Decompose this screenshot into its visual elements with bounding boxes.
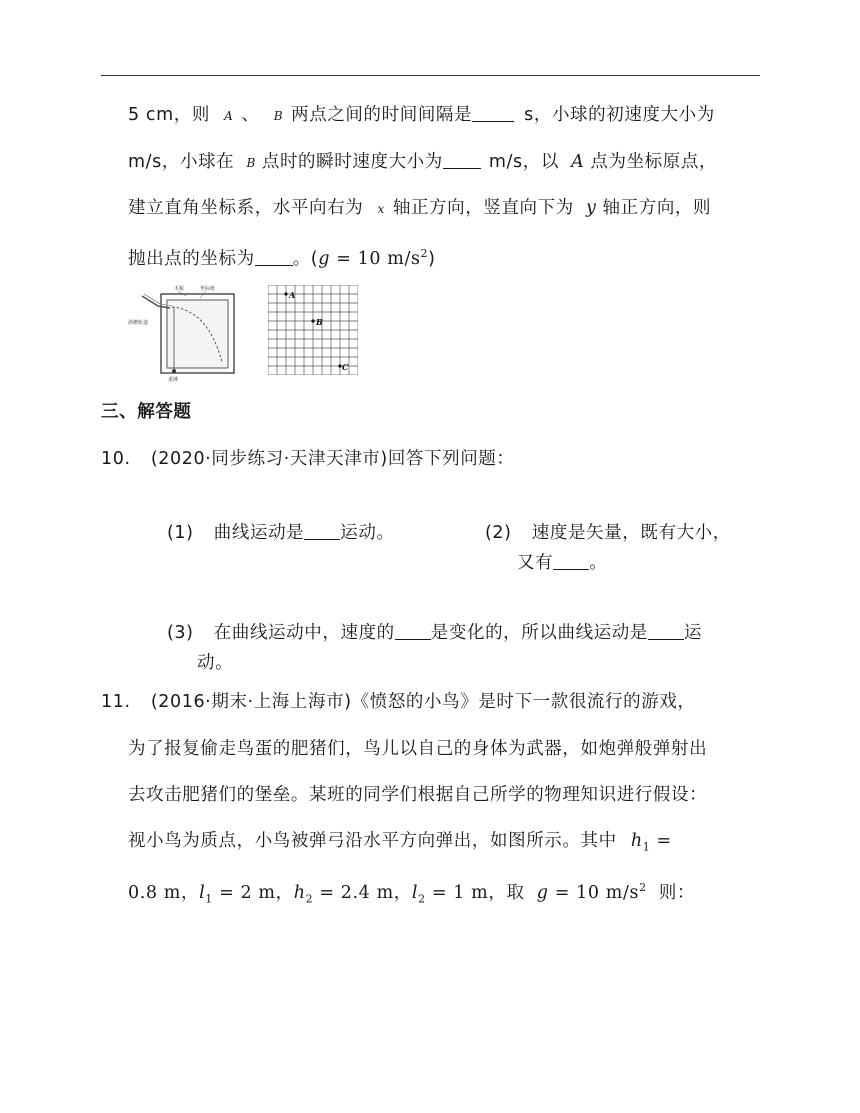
label-coord: 坐标纸	[200, 286, 216, 292]
q11-line-4	[128, 829, 672, 860]
label-slot: 斜槽轨道	[128, 320, 149, 326]
answer-blank[interactable]	[395, 622, 431, 640]
item-number: (2)	[485, 523, 512, 543]
item-text: 是变化的，所以曲线运动是	[430, 623, 648, 643]
x-axis-symbol: x	[377, 202, 385, 216]
q10-header	[101, 447, 515, 471]
label-bottom: 重锤	[168, 377, 179, 383]
g-symbol: g	[318, 248, 331, 269]
q9-text: 点时的瞬时速度大小为	[261, 152, 443, 172]
l2-symbol: l	[411, 882, 419, 903]
question-source: (2020·同步练习·天津天津市)回答下列问题：	[150, 449, 515, 469]
item-text: 在曲线运动中，速度的	[213, 623, 395, 643]
q9-text: m/s，小球在	[128, 152, 235, 172]
item-number: (1)	[167, 523, 194, 543]
y-axis-symbol: y	[586, 198, 597, 218]
answer-blank[interactable]	[304, 522, 340, 540]
value-text: = 1 m，取	[431, 882, 525, 903]
q9-text: 两点之间的时间间隔是	[291, 105, 473, 125]
h2-symbol: h	[293, 882, 306, 903]
value-text: = 2.4 m，	[319, 882, 412, 903]
q9-line-2	[128, 150, 717, 175]
separator: 、	[241, 105, 260, 125]
item-text: 又有	[517, 553, 554, 573]
question-text: 视小鸟为质点，小鸟被弹弓沿水平方向弹出，如图所示。其中	[128, 831, 617, 851]
q9-text: 。(	[292, 248, 319, 269]
point-a-label: A	[289, 290, 296, 300]
apparatus-figure	[128, 284, 240, 384]
question-text: 则：	[658, 882, 696, 903]
q10-item-2-cont	[517, 551, 607, 575]
exponent: 2	[639, 881, 647, 894]
q10-item-3-cont: 动。	[197, 653, 234, 673]
q9-text: 抛出点的坐标为	[128, 248, 255, 269]
q10-item-2	[485, 521, 731, 545]
question-number: 11.	[101, 692, 131, 712]
l1-symbol: l	[199, 882, 206, 903]
q9-line-3	[128, 196, 711, 221]
q9-line-1	[128, 103, 715, 128]
q9-text: )	[428, 248, 436, 269]
g-value: = 10 m/s	[336, 248, 421, 269]
item-text: 。	[589, 553, 608, 573]
exponent: 2	[420, 247, 429, 260]
q10-item-1	[167, 521, 395, 545]
point-a-label: A	[224, 109, 234, 123]
subscript: 1	[205, 892, 213, 906]
g-value: = 10 m/s	[554, 882, 640, 903]
answer-blank[interactable]	[472, 104, 514, 122]
item-text: 曲线运动是	[213, 523, 305, 543]
q11-line-5	[128, 876, 695, 911]
subscript: 2	[305, 892, 314, 906]
point-c-label: C	[342, 362, 349, 372]
answer-blank[interactable]	[553, 552, 589, 570]
q11-line-1	[101, 690, 696, 714]
q9-text: 轴正方向，竖直向下为	[392, 198, 574, 218]
q9-text: 点为坐标原点，	[590, 152, 718, 172]
q9-text: s，小球的初速度大小为	[524, 105, 715, 125]
equals-sign: =	[656, 831, 672, 851]
coordinate-paper	[167, 300, 228, 368]
point-b-label: B	[316, 317, 323, 327]
answer-blank[interactable]	[443, 151, 481, 169]
subscript: 1	[642, 840, 651, 854]
question-number: 10.	[101, 449, 131, 469]
q10-item-3	[167, 621, 702, 645]
q9-text: 建立直角坐标系，水平向右为	[128, 198, 364, 218]
q11-line-3: 去攻击肥猪们的堡垒。某班的同学们根据自己所学的物理知识进行假设：	[128, 785, 708, 805]
value-text: = 2 m，	[219, 882, 294, 903]
item-text: 速度是矢量，既有大小，	[531, 523, 731, 543]
point-b-dot	[311, 319, 314, 322]
item-text: 运动。	[340, 523, 395, 543]
section-heading: 三、解答题	[101, 402, 192, 422]
grid-figure	[268, 285, 358, 375]
q9-text: m/s，以	[488, 152, 559, 172]
question-text: (2016·期末·上海上海市)《愤怒的小鸟》是时下一款很流行的游戏，	[150, 692, 696, 712]
item-text: 运	[683, 623, 703, 643]
slot-track	[142, 296, 170, 308]
q11-line-2: 为了报复偷走鸟蛋的肥猪们，鸟儿以自己的身体为武器，如炮弹般弹射出	[128, 739, 708, 759]
plumb-bob	[172, 369, 176, 373]
h1-symbol: h	[630, 831, 643, 851]
q9-text: 5 cm，则	[128, 105, 210, 125]
q9-line-4	[128, 242, 436, 271]
label-paper: 木板	[174, 286, 185, 292]
header-rule	[101, 75, 760, 76]
point-b-label: B	[273, 109, 284, 123]
point-a-dot	[284, 292, 287, 295]
value-text: 0.8 m，	[128, 882, 200, 903]
g-symbol: g	[536, 882, 549, 903]
answer-blank[interactable]	[255, 248, 293, 266]
point-b-label: B	[246, 156, 256, 170]
q9-text: 轴正方向，则	[602, 198, 712, 218]
answer-blank[interactable]	[648, 622, 684, 640]
point-a-label: A	[571, 152, 585, 172]
item-number: (3)	[167, 623, 194, 643]
subscript: 2	[418, 892, 426, 906]
